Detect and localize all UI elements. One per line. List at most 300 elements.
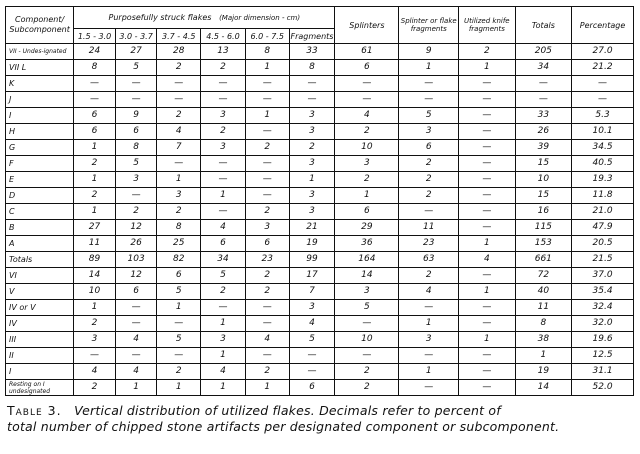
table-cell: 10: [74, 284, 116, 300]
table-cell: 1: [74, 172, 116, 188]
row-label: G: [6, 140, 74, 156]
document-page: [5, 6, 635, 435]
table-cell: —: [459, 220, 516, 236]
table-cell: —: [335, 316, 399, 332]
component-header: [6, 7, 74, 44]
fragments-col-header: Fragments: [289, 29, 335, 44]
table-cell: 6: [245, 236, 289, 252]
table-cell: 4: [245, 332, 289, 348]
table-cell: 82: [157, 252, 201, 268]
table-cell: 27: [74, 220, 116, 236]
table-cell: 63: [399, 252, 459, 268]
table-cell: 40.5: [572, 156, 634, 172]
table-cell: 4: [289, 316, 335, 332]
table-cell: 16: [515, 204, 572, 220]
table-cell: —: [157, 92, 201, 108]
table-cell: 34: [201, 252, 246, 268]
table-cell: 115: [515, 220, 572, 236]
table-cell: 1: [157, 172, 201, 188]
table-cell: —: [289, 76, 335, 92]
table-cell: —: [459, 92, 516, 108]
table-cell: —: [335, 76, 399, 92]
table-cell: 89: [74, 252, 116, 268]
table-cell: 15: [515, 156, 572, 172]
table-cell: 19: [515, 364, 572, 380]
table-cell: 2: [399, 188, 459, 204]
table-cell: —: [459, 108, 516, 124]
table-cell: —: [459, 348, 516, 364]
table-cell: 8: [157, 220, 201, 236]
row-label: I: [6, 108, 74, 124]
table-cell: 4: [399, 284, 459, 300]
table-cell: 1: [74, 140, 116, 156]
table-cell: —: [115, 92, 157, 108]
table-cell: 61: [335, 44, 399, 60]
table-cell: 6: [157, 268, 201, 284]
purposeful-note: (Major dimension - cm): [219, 14, 301, 22]
table-cell: 14: [515, 380, 572, 396]
row-label: K: [6, 76, 74, 92]
table-cell: —: [459, 188, 516, 204]
row-label: Totals: [6, 252, 74, 268]
table-cell: —: [399, 300, 459, 316]
caption-line1: Vertical distribution of utilized flakes. Decimals refer to percent of: [74, 403, 501, 418]
table-cell: 36: [335, 236, 399, 252]
table-cell: 2: [335, 124, 399, 140]
table-cell: —: [399, 204, 459, 220]
table-cell: 12: [115, 268, 157, 284]
table-cell: 28: [157, 44, 201, 60]
row-label: C: [6, 204, 74, 220]
table-cell: —: [74, 92, 116, 108]
table-cell: 29: [335, 220, 399, 236]
table-cell: 6: [74, 108, 116, 124]
table-row: [6, 204, 634, 220]
table-cell: 661: [515, 252, 572, 268]
table-cell: 4: [74, 364, 116, 380]
distribution-table: [5, 6, 634, 396]
table-cell: 31.1: [572, 364, 634, 380]
table-cell: 8: [289, 60, 335, 76]
splinter-flake-header: Splinter or flake fragments: [399, 7, 459, 44]
table-cell: —: [157, 76, 201, 92]
table-cell: 103: [115, 252, 157, 268]
table-row: [6, 268, 634, 284]
table-cell: 4: [201, 220, 246, 236]
table-cell: 1: [335, 188, 399, 204]
row-label: III: [6, 332, 74, 348]
table-cell: 4: [335, 108, 399, 124]
row-label: E: [6, 172, 74, 188]
table-cell: —: [245, 188, 289, 204]
component-header-line1: Component/: [15, 15, 65, 24]
table-cell: 17: [289, 268, 335, 284]
table-cell: 2: [245, 204, 289, 220]
table-cell: 1: [115, 380, 157, 396]
table-cell: 72: [515, 268, 572, 284]
row-label: V: [6, 284, 74, 300]
table-cell: —: [115, 348, 157, 364]
table-cell: 40: [515, 284, 572, 300]
size-col-header: 4.5 - 6.0: [201, 29, 246, 44]
table-cell: 2: [399, 268, 459, 284]
table-cell: 10: [335, 140, 399, 156]
table-cell: 153: [515, 236, 572, 252]
table-cell: 33: [289, 44, 335, 60]
table-cell: —: [399, 380, 459, 396]
table-cell: —: [289, 348, 335, 364]
table-cell: 3: [201, 332, 246, 348]
table-cell: —: [201, 156, 246, 172]
table-cell: 3: [201, 140, 246, 156]
table-cell: 6: [115, 124, 157, 140]
row-label: F: [6, 156, 74, 172]
table-cell: —: [245, 156, 289, 172]
row-label: I: [6, 364, 74, 380]
table-cell: 33: [515, 108, 572, 124]
table-cell: 1: [459, 332, 516, 348]
table-cell: —: [115, 316, 157, 332]
table-cell: —: [399, 92, 459, 108]
table-cell: 15: [515, 188, 572, 204]
caption-line2: total number of chipped stone artifacts per designated component or subcomponent.: [7, 419, 560, 434]
table-cell: 99: [289, 252, 335, 268]
table-cell: 5: [201, 268, 246, 284]
table-cell: —: [459, 268, 516, 284]
table-cell: 1: [201, 188, 246, 204]
table-cell: 3: [289, 124, 335, 140]
table-cell: —: [459, 316, 516, 332]
table-cell: 10: [515, 172, 572, 188]
table-cell: 2: [74, 188, 116, 204]
table-cell: —: [245, 76, 289, 92]
table-cell: 26: [115, 236, 157, 252]
table-cell: 4: [459, 252, 516, 268]
table-cell: —: [115, 76, 157, 92]
table-body: [6, 44, 634, 396]
component-header-line2: Subcomponent: [9, 25, 70, 34]
table-cell: —: [459, 172, 516, 188]
table-row: [6, 140, 634, 156]
table-cell: 14: [335, 268, 399, 284]
table-cell: —: [245, 300, 289, 316]
table-cell: 14: [74, 268, 116, 284]
table-cell: 7: [289, 284, 335, 300]
table-cell: 1: [459, 236, 516, 252]
table-cell: 1: [201, 348, 246, 364]
table-cell: 8: [515, 316, 572, 332]
table-cell: 6: [201, 236, 246, 252]
table-cell: 11: [399, 220, 459, 236]
table-cell: 23: [245, 252, 289, 268]
table-cell: —: [459, 124, 516, 140]
table-cell: 3: [335, 284, 399, 300]
table-cell: —: [335, 348, 399, 364]
purposeful-title: Purposefully struck flakes: [108, 13, 212, 22]
table-cell: 11.8: [572, 188, 634, 204]
table-cell: 5: [335, 300, 399, 316]
table-cell: 6: [335, 204, 399, 220]
table-cell: 164: [335, 252, 399, 268]
table-cell: —: [289, 364, 335, 380]
row-label: IV: [6, 316, 74, 332]
table-row: [6, 108, 634, 124]
table-cell: 2: [335, 172, 399, 188]
table-cell: 6: [335, 60, 399, 76]
table-cell: 3: [335, 156, 399, 172]
table-cell: 21.5: [572, 252, 634, 268]
table-cell: 10: [335, 332, 399, 348]
table-cell: 7: [157, 140, 201, 156]
table-cell: 4: [201, 364, 246, 380]
table-cell: —: [245, 124, 289, 140]
table-cell: 19.3: [572, 172, 634, 188]
table-cell: 2: [245, 268, 289, 284]
table-cell: 1: [515, 348, 572, 364]
table-cell: 1: [245, 60, 289, 76]
table-cell: 21.2: [572, 60, 634, 76]
table-cell: 3: [399, 332, 459, 348]
table-cell: 39: [515, 140, 572, 156]
table-cell: 2: [201, 60, 246, 76]
table-row: [6, 172, 634, 188]
table-cell: 2: [201, 124, 246, 140]
table-cell: —: [399, 348, 459, 364]
table-row: [6, 332, 634, 348]
table-cell: —: [459, 140, 516, 156]
table-cell: 2: [157, 108, 201, 124]
table-cell: —: [201, 204, 246, 220]
table-cell: 2: [157, 364, 201, 380]
table-cell: 1: [459, 284, 516, 300]
table-cell: —: [157, 316, 201, 332]
table-cell: —: [515, 76, 572, 92]
table-cell: 3: [289, 188, 335, 204]
table-cell: —: [459, 156, 516, 172]
table-cell: —: [245, 348, 289, 364]
table-row: [6, 188, 634, 204]
table-cell: 6: [289, 380, 335, 396]
table-cell: 23: [399, 236, 459, 252]
table-cell: 8: [115, 140, 157, 156]
table-cell: 3: [157, 188, 201, 204]
table-cell: 4: [157, 124, 201, 140]
table-cell: 2: [74, 316, 116, 332]
table-cell: 5: [115, 60, 157, 76]
table-cell: —: [201, 300, 246, 316]
table-cell: 11: [515, 300, 572, 316]
table-cell: 1: [74, 300, 116, 316]
table-cell: 3: [289, 300, 335, 316]
table-cell: 32.0: [572, 316, 634, 332]
table-cell: 5: [157, 332, 201, 348]
table-cell: —: [74, 76, 116, 92]
row-label: IV or V: [6, 300, 74, 316]
table-cell: 1: [245, 380, 289, 396]
table-cell: —: [459, 300, 516, 316]
table-cell: 25: [157, 236, 201, 252]
table-row: [6, 364, 634, 380]
table-cell: 8: [74, 60, 116, 76]
table-cell: —: [459, 76, 516, 92]
table-cell: 5: [399, 108, 459, 124]
table-cell: 3: [245, 220, 289, 236]
table-cell: 1: [157, 300, 201, 316]
table-cell: —: [115, 188, 157, 204]
table-cell: 21.0: [572, 204, 634, 220]
table-cell: 12: [115, 220, 157, 236]
table-cell: —: [572, 92, 634, 108]
table-cell: 19: [289, 236, 335, 252]
table-cell: 1: [399, 316, 459, 332]
table-cell: 32.4: [572, 300, 634, 316]
table-cell: —: [245, 172, 289, 188]
table-cell: 3: [289, 156, 335, 172]
table-cell: 2: [201, 284, 246, 300]
table-cell: 5: [115, 156, 157, 172]
table-cell: —: [115, 300, 157, 316]
size-col-header: 6.0 - 7.5: [245, 29, 289, 44]
table-cell: 13: [201, 44, 246, 60]
table-cell: 4: [115, 332, 157, 348]
table-cell: 4: [115, 364, 157, 380]
table-row: [6, 300, 634, 316]
table-caption: [5, 403, 635, 435]
table-cell: 2: [74, 156, 116, 172]
table-cell: 2: [245, 140, 289, 156]
table-row: [6, 76, 634, 92]
table-cell: 27.0: [572, 44, 634, 60]
table-cell: —: [201, 92, 246, 108]
splinters-header: Splinters: [335, 7, 399, 44]
table-cell: 47.9: [572, 220, 634, 236]
table-row: [6, 60, 634, 76]
table-cell: —: [74, 348, 116, 364]
table-cell: 37.0: [572, 268, 634, 284]
table-cell: 3: [399, 124, 459, 140]
table-row: [6, 220, 634, 236]
table-cell: —: [289, 92, 335, 108]
table-cell: —: [245, 92, 289, 108]
table-cell: 2: [399, 156, 459, 172]
table-cell: 9: [399, 44, 459, 60]
table-cell: 5: [289, 332, 335, 348]
table-cell: 205: [515, 44, 572, 60]
table-cell: 2: [157, 60, 201, 76]
table-cell: 6: [115, 284, 157, 300]
table-cell: 2: [459, 44, 516, 60]
table-cell: 3: [115, 172, 157, 188]
table-cell: 3: [289, 204, 335, 220]
table-row: [6, 252, 634, 268]
table-cell: —: [201, 172, 246, 188]
table-cell: 12.5: [572, 348, 634, 364]
table-cell: 1: [74, 204, 116, 220]
table-cell: —: [157, 348, 201, 364]
row-label: B: [6, 220, 74, 236]
caption-label: Table 3.: [7, 403, 62, 418]
table-cell: —: [572, 76, 634, 92]
table-cell: 20.5: [572, 236, 634, 252]
table-cell: —: [201, 76, 246, 92]
table-cell: 5: [157, 284, 201, 300]
table-row: [6, 92, 634, 108]
table-cell: 2: [115, 204, 157, 220]
table-cell: 6: [74, 124, 116, 140]
row-label: D: [6, 188, 74, 204]
table-cell: 3: [289, 108, 335, 124]
table-cell: 1: [157, 380, 201, 396]
table-row: [6, 44, 634, 60]
table-cell: —: [459, 204, 516, 220]
table-row: [6, 316, 634, 332]
table-cell: 38: [515, 332, 572, 348]
row-label: VI: [6, 268, 74, 284]
table-row: [6, 348, 634, 364]
table-cell: —: [459, 380, 516, 396]
row-label: H: [6, 124, 74, 140]
table-cell: 2: [289, 140, 335, 156]
table-cell: 2: [399, 172, 459, 188]
table-cell: 35.4: [572, 284, 634, 300]
table-cell: 2: [74, 380, 116, 396]
table-cell: 3: [201, 108, 246, 124]
table-row: [6, 284, 634, 300]
row-label: VII - Undes-ignated: [6, 44, 74, 60]
table-cell: 1: [201, 380, 246, 396]
table-cell: 19.6: [572, 332, 634, 348]
table-cell: 2: [157, 204, 201, 220]
size-col-header: 3.0 - 3.7: [115, 29, 157, 44]
table-cell: 8: [245, 44, 289, 60]
table-row: [6, 156, 634, 172]
table-cell: —: [335, 92, 399, 108]
purposeful-header: [74, 7, 335, 29]
table-cell: 1: [399, 364, 459, 380]
table-cell: 21: [289, 220, 335, 236]
table-cell: 52.0: [572, 380, 634, 396]
table-cell: —: [515, 92, 572, 108]
table-cell: 10.1: [572, 124, 634, 140]
table-cell: 5.3: [572, 108, 634, 124]
table-cell: 9: [115, 108, 157, 124]
table-cell: 1: [459, 60, 516, 76]
table-row: [6, 124, 634, 140]
table-row: [6, 236, 634, 252]
table-cell: 26: [515, 124, 572, 140]
table-cell: 34.5: [572, 140, 634, 156]
table-cell: 3: [74, 332, 116, 348]
table-cell: 2: [245, 284, 289, 300]
table-cell: 34: [515, 60, 572, 76]
table-cell: 1: [289, 172, 335, 188]
table-row: [6, 380, 634, 396]
percentage-header: Percentage: [572, 7, 634, 44]
row-label: VII L: [6, 60, 74, 76]
table-cell: 2: [245, 364, 289, 380]
table-cell: 11: [74, 236, 116, 252]
table-cell: 1: [245, 108, 289, 124]
row-label: J: [6, 92, 74, 108]
table-cell: —: [399, 76, 459, 92]
row-label: A: [6, 236, 74, 252]
size-col-header: 3.7 - 4.5: [157, 29, 201, 44]
table-cell: 1: [201, 316, 246, 332]
table-cell: —: [459, 364, 516, 380]
utilized-knife-header: Utilized knife fragments: [459, 7, 516, 44]
table-cell: 1: [399, 60, 459, 76]
table-cell: —: [157, 156, 201, 172]
